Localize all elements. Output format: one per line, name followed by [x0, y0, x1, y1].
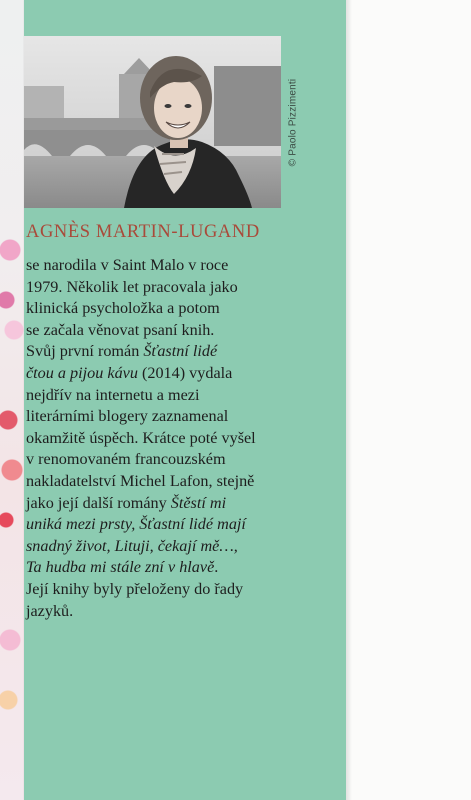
bio-text: Svůj první román	[26, 342, 144, 361]
bio-line	[26, 320, 326, 342]
photo-credit	[282, 36, 304, 208]
author-photo-image	[24, 36, 281, 208]
bio-line	[26, 406, 326, 428]
adjacent-page	[346, 0, 471, 800]
bio-text: se začala věnovat psaní knih.	[26, 320, 215, 339]
bio-book-title: Ta hudba mi stále zní v hlavě	[26, 558, 215, 577]
bio-line	[26, 255, 326, 277]
bio-text: okamžitě úspěch. Krátce poté vyšel	[26, 428, 256, 447]
bio-line	[26, 449, 326, 471]
author-bio	[26, 255, 326, 622]
bio-text: nejdřív na internetu a mezi	[26, 385, 200, 404]
bio-text: 1979. Několik let pracovala jako	[26, 277, 238, 296]
author-photo	[24, 36, 281, 208]
bio-line	[26, 493, 326, 515]
bio-text: jazyků.	[26, 601, 74, 620]
bio-book-title: čtou a pijou kávu	[26, 363, 138, 382]
bio-text: klinická psycholožka a potom	[26, 299, 220, 318]
bio-text: nakladatelství Michel Lafon, stejně	[26, 471, 255, 490]
bio-line	[26, 601, 326, 623]
bio-text: (2014) vydala	[137, 363, 233, 382]
bio-text: .	[214, 558, 219, 577]
bio-text: Její knihy byly přeloženy do řady	[26, 579, 244, 598]
bio-line	[26, 557, 326, 579]
bio-text: jako její další romány	[26, 493, 171, 512]
bio-line	[26, 471, 326, 493]
bio-text: v renomovaném francouzském	[26, 450, 226, 469]
bio-line	[26, 514, 326, 536]
author-name: AGNÈS MARTIN-LUGAND	[26, 222, 260, 242]
bio-line	[26, 428, 326, 450]
bio-line	[26, 385, 326, 407]
bio-line	[26, 341, 326, 363]
bio-line	[26, 298, 326, 320]
floral-cover-edge	[0, 0, 26, 800]
bio-line	[26, 536, 326, 558]
bio-book-title: snadný život, Lituji, čekají mě…,	[26, 536, 238, 555]
bio-book-title: Šťastní lidé	[143, 342, 218, 361]
bio-book-title: uniká mezi prsty, Šťastní lidé mají	[26, 515, 246, 534]
bio-line	[26, 363, 326, 385]
bio-book-title: Štěstí mi	[170, 493, 227, 512]
bio-line	[26, 277, 326, 299]
bio-line	[26, 579, 326, 601]
photo-credit-text: © Paolo Pizzimenti	[287, 78, 299, 166]
bio-text: literárními blogery zaznamenal	[26, 407, 229, 426]
bio-text: se narodila v Saint Malo v roce	[26, 256, 229, 274]
